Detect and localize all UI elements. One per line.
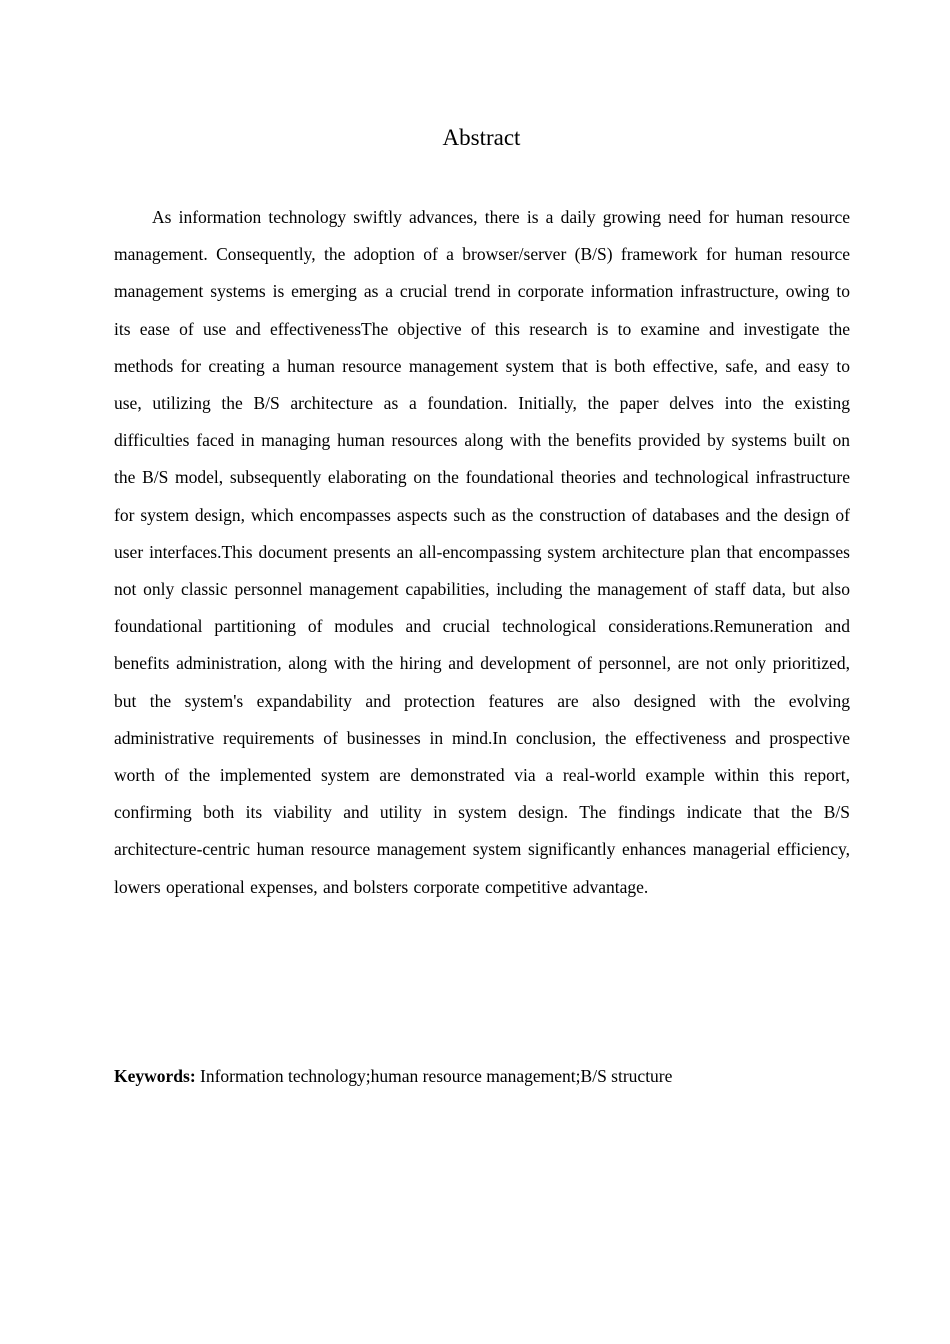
keywords-text: Information technology;human resource management;B/S structure (200, 1066, 673, 1086)
keywords-line (114, 1061, 850, 1091)
abstract-title: Abstract (442, 125, 521, 150)
keywords-label: Keywords: (114, 1066, 196, 1086)
abstract-body: As information technology swiftly advances, there is a daily growing need for human resource management. Consequently, the adoption of a browser/server (B/S) framework for human resource management systems is emerging as a crucial trend in corporate information infrastructure, owing to its ease of use and effectivenessThe objective of this research is to examine and investigate the methods for creating a human resource management system that is both effective, safe, and easy to use, utilizing the B/S architecture as a foundation. Initially, the paper delves into the existing difficulties faced in managing human resources along with the benefits provided by systems built on the B/S model, subsequently elaborating on the foundational theories and technological infrastructure for system design, which encompasses aspects such as the construction of databases and the design of user interfaces.This document presents an all-encompassing system architecture plan that encompasses not only classic personnel management capabilities, including the management of staff data, but also foundational partitioning of modules and crucial technological considerations.Remuneration and benefits administration, along with the hiring and development of personnel, are not only prioritized, but the system's expandability and protection features are also designed with the evolving administrative requirements of businesses in mind.In conclusion, the effectiveness and prospective worth of the implemented system are demonstrated via a real-world example within this report, confirming both its viability and utility in system design. The findings indicate that the B/S architecture-centric human resource management system significantly enhances managerial efficiency, lowers operational expenses, and bolsters corporate competitive advantage. (114, 207, 850, 897)
